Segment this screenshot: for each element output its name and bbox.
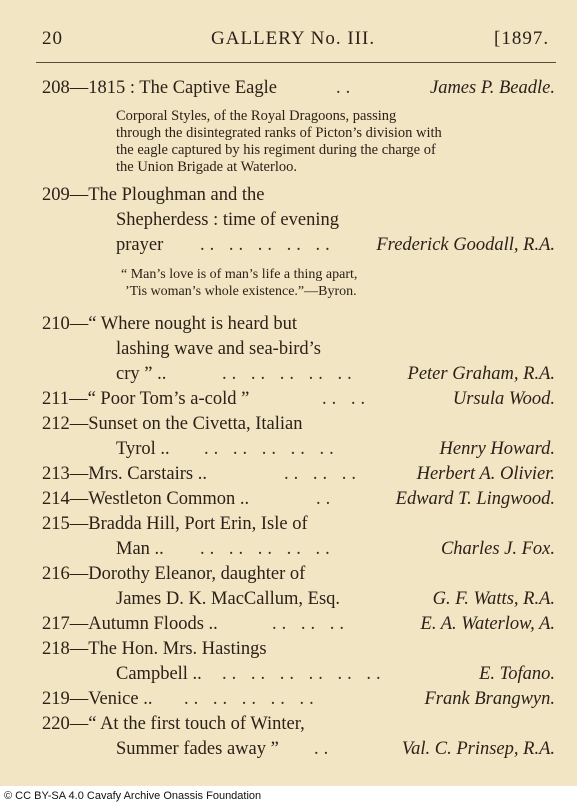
leader-dots: ..: [314, 739, 334, 759]
quote-line: “ Man’s love is of man’s life a thing apart,: [121, 267, 358, 282]
leader-dots: .. .. .. .. ..: [204, 439, 339, 459]
header-rule: [36, 62, 556, 63]
entry-continuation: Shepherdess : time of evening: [116, 210, 339, 230]
artist-name: Peter Graham, R.A.: [407, 364, 555, 384]
description-line: the Union Brigade at Waterloo.: [116, 159, 297, 175]
artist-name: G. F. Watts, R.A.: [432, 589, 555, 609]
artist-name: Val. C. Prinsep, R.A.: [401, 739, 555, 759]
credit-text: © CC BY-SA 4.0 Cavafy Archive Onassis Foundation: [4, 790, 262, 802]
leader-dots: .. .. .. .. ..: [222, 364, 357, 384]
artist-name: Frank Brangwyn.: [424, 689, 555, 709]
leader-dots: .. .. .. .. ..: [200, 539, 335, 559]
entry-212: 212—Sunset on the Civetta, Italian: [42, 414, 303, 434]
entry-continuation: prayer: [116, 235, 164, 255]
entry-continuation: James D. K. MacCallum, Esq.: [116, 589, 341, 609]
artist-name: E. Tofano.: [479, 664, 555, 684]
leader-dots: .. .. ..: [272, 614, 349, 634]
entry-title: 208—1815 : The Captive Eagle: [42, 78, 277, 98]
artist-name: E. A. Waterlow, A.: [420, 614, 555, 634]
entry-217: 217—Autumn Floods ..: [42, 614, 218, 634]
entry-quote: [121, 266, 357, 300]
entry-continuation: Tyrol ..: [116, 439, 170, 459]
leader-dots: .. .. ..: [284, 464, 361, 484]
running-title: GALLERY No. III.: [211, 28, 376, 49]
entry-209: 209—The Ploughman and the: [42, 185, 265, 205]
entry-214: 214—Westleton Common ..: [42, 489, 250, 509]
entry-218: 218—The Hon. Mrs. Hastings: [42, 639, 267, 659]
artist-name: James P. Beadle.: [429, 78, 555, 98]
credit-footer: [0, 786, 577, 806]
entry-220: 220—“ At the first touch of Winter,: [42, 714, 305, 734]
entry-continuation: Summer fades away ”: [116, 739, 279, 759]
entry-211: 211—“ Poor Tom’s a-cold ”: [42, 389, 250, 409]
entry-description: [116, 108, 442, 176]
entry-208: [42, 76, 277, 100]
artist-name: Herbert A. Olivier.: [416, 464, 555, 484]
entry-continuation: cry ” ..: [116, 364, 167, 384]
artist-name: Ursula Wood.: [452, 389, 555, 409]
leader-dots: .. .. .. .. .. ..: [222, 664, 386, 684]
artist-name: Henry Howard.: [439, 439, 555, 459]
quote-line: ’Tis woman’s whole existence.”—Byron.: [125, 284, 357, 299]
description-line: the eagle captured by his regiment during the charge of: [116, 142, 436, 158]
entry-continuation: Campbell ..: [116, 664, 202, 684]
entry-219: 219—Venice ..: [42, 689, 153, 709]
artist-name: Edward T. Lingwood.: [395, 489, 555, 509]
entry-215: 215—Bradda Hill, Port Erin, Isle of: [42, 514, 308, 534]
page-number: 20: [42, 28, 63, 49]
leader-dots: .. ..: [322, 389, 371, 409]
description-line: through the disintegrated ranks of Picton’s division with: [116, 125, 442, 141]
leader-dots: .. .. .. .. ..: [184, 689, 319, 709]
leader-dots: .. .. .. .. ..: [200, 235, 335, 255]
entry-210: 210—“ Where nought is heard but: [42, 314, 297, 334]
year: [1897.: [494, 28, 550, 49]
leader-dots: ..: [336, 78, 356, 98]
entry-216: 216—Dorothy Eleanor, daughter of: [42, 564, 306, 584]
artist-name: Frederick Goodall, R.A.: [376, 235, 555, 255]
leader-dots: ..: [316, 489, 336, 509]
description-line: Corporal Styles, of the Royal Dragoons, passing: [116, 108, 397, 124]
entry-213: 213—Mrs. Carstairs ..: [42, 464, 207, 484]
entry-continuation: Man ..: [116, 539, 164, 559]
artist-name: Charles J. Fox.: [440, 539, 555, 559]
entry-continuation: lashing wave and sea-bird’s: [116, 339, 321, 359]
